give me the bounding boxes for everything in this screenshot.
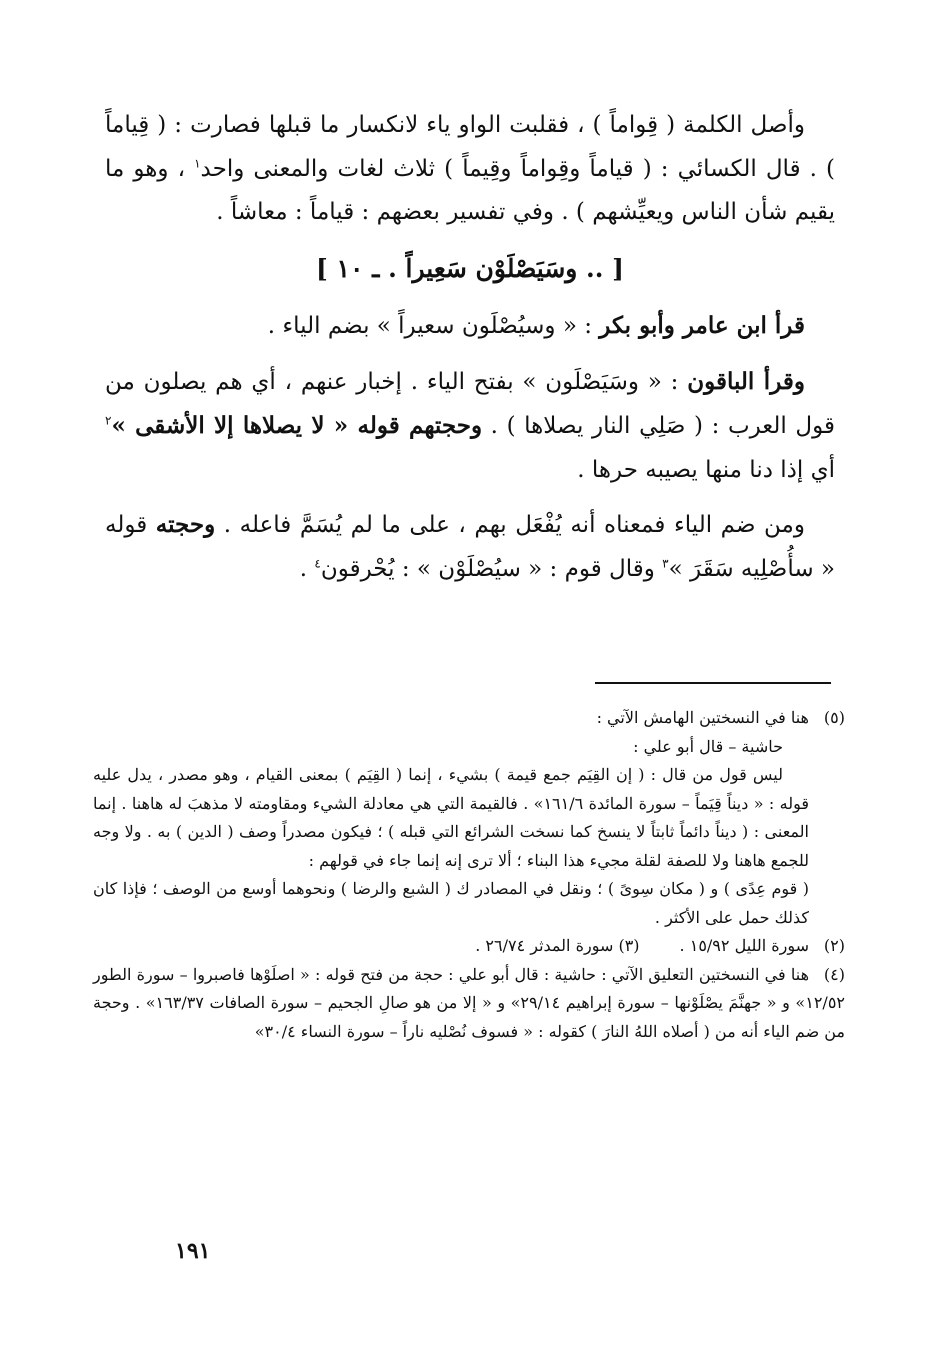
paragraph-3-end: أي إذا دنا منها يصيبه حرها . (577, 456, 835, 483)
paragraph-3-quote: « لا يصلاها إلا الأشقى » (111, 412, 358, 439)
paragraph-4 (105, 503, 835, 591)
paragraph-4-proof: وحجته (155, 511, 216, 538)
paragraph-3-proof: وحجتهم قوله (357, 412, 483, 439)
page-number: ١٩١ (175, 1238, 211, 1264)
footnote-2-number: (٢) (823, 936, 845, 955)
paragraph-3 (105, 360, 835, 493)
footnote-5-attribution: حاشية – قال أبو علي : (633, 736, 783, 756)
paragraph-1-rest: ، وهو ما يقيم شأن الناس ويعيِّشهم ) . وفي تفسير بعضهم : قياماً : معاشاً . (105, 155, 835, 225)
footnote-ref-4: ٤ (314, 555, 321, 570)
paragraph-4-quote: قوله « سأُصْلِيه سَقَرَ » (105, 512, 835, 582)
footnote-2-text: سورة الليل ١٥/٩٢ . (679, 936, 809, 955)
paragraph-1-text: وأصل الكلمة ( قِواماً ) ، فقلبت الواو ياء لانكسار ما قبلها فصارت : ( قِياماً ) . قال الكسائي : ( قياماً وقِواماً وقِيماً ) ثلاث لغات والمعنى واحد (105, 112, 835, 182)
main-text (105, 104, 835, 591)
paragraph-3-text: : « وسَيَصْلَون » بفتح الياء . إخبار عنهم ، أي هم يصلون من قول العرب : ( صَلِي النار يصلاها ) . (105, 368, 835, 439)
paragraph-2-text: : « وسيُصْلَون سعيراً » بضم الياء . (267, 313, 600, 339)
footnote-5 (93, 704, 845, 733)
paragraph-2 (105, 304, 835, 349)
footnote-3-text: سورة المدثر ٢٦/٧٤ . (475, 936, 614, 955)
verse-heading: [ .. وسَيَصْلَوْن سَعِيراً . ـ ١٠ ] (316, 253, 624, 283)
paragraph-1 (105, 104, 835, 235)
footnote-4-number: (٤) (823, 964, 846, 984)
footnote-5-number: (٥) (823, 708, 845, 727)
paragraph-4-end: وقال قوم : « سيُصْلَوْن » : يُحْرقون (320, 555, 663, 582)
footnotes-2-3 (93, 932, 845, 961)
footnote-4 (93, 961, 845, 1047)
footnote-ref-3: ٣ (662, 555, 669, 570)
paragraph-4-text: ومن ضم الياء فمعناه أنه يُفْعَل بهم ، على ما لم يُسَمَّ فاعله . (215, 512, 805, 538)
footnote-separator (595, 682, 831, 684)
footnote-5-body: ليس قول من قال : ( إن القِيَم جمع قيمة ) بشيء ، إنما ( القِيَم ) بمعنى القيام ، وهو مصدر ، يدل عليه قوله : « ديناً قِيَماً – سورة المائدة ١٦١/٦» . فالقيمة التي هي معادلة الشيء ومقاومته لا مذهبَ له هاهنا . إنما المعنى : ( ديناً دائماً ثابتاً لا ينسخ كما نسخت الشرائع التي قبله ) ؛ فيكون مصدراً وصف ( الدين ) به . ولا وجه للجمع هاهنا ولا للصفة لقلة مجيء هذا البناء ؛ ألا ترى إنه إنما جاء في قولهم : (93, 765, 810, 870)
footnote-4-text: هنا في النسختين التعليق الآتي : حاشية : قال أبو علي : حجة من فتح قوله : « اصلَوْها فاصبروا – سورة الطور ١٢/٥٢» و « جهنَّمَ يصْلَوْنها – سورة إبراهيم ٢٩/١٤» و « إلا من هو صالِ الجحيم – سورة الصافات ١٦٣/٣٧» . وحجة من ضم الياء أنه من ( أصلاه اللهُ النارَ ) كقوله : « فسوف نُصْليه ناراً – سورة النساء ٣٠/٤» (93, 964, 845, 1041)
paragraph-3-lead: وقرأ الباقون (687, 367, 805, 395)
footnotes (93, 704, 845, 1046)
footnote-5-intro: هنا في النسختين الهامش الآتي : (596, 708, 809, 727)
paragraph-4-final: . (299, 555, 315, 582)
footnote-3-number: (٣) (618, 936, 640, 955)
footnote-5-body-end: ( قوم عِدًى ) و ( مكان سِوىً ) ؛ ونقل في المصادر ك ( الشبع والرضا ) ونحوهما أوسع من الوصف ؛ فإذا كان كذلك حمل على الأكثر . (93, 879, 809, 927)
footnote-ref-1: ١ (194, 155, 201, 170)
reader-names: قرأ ابن عامر وأبو بكر (599, 312, 805, 339)
footnote-ref-2: ٢ (105, 413, 112, 428)
